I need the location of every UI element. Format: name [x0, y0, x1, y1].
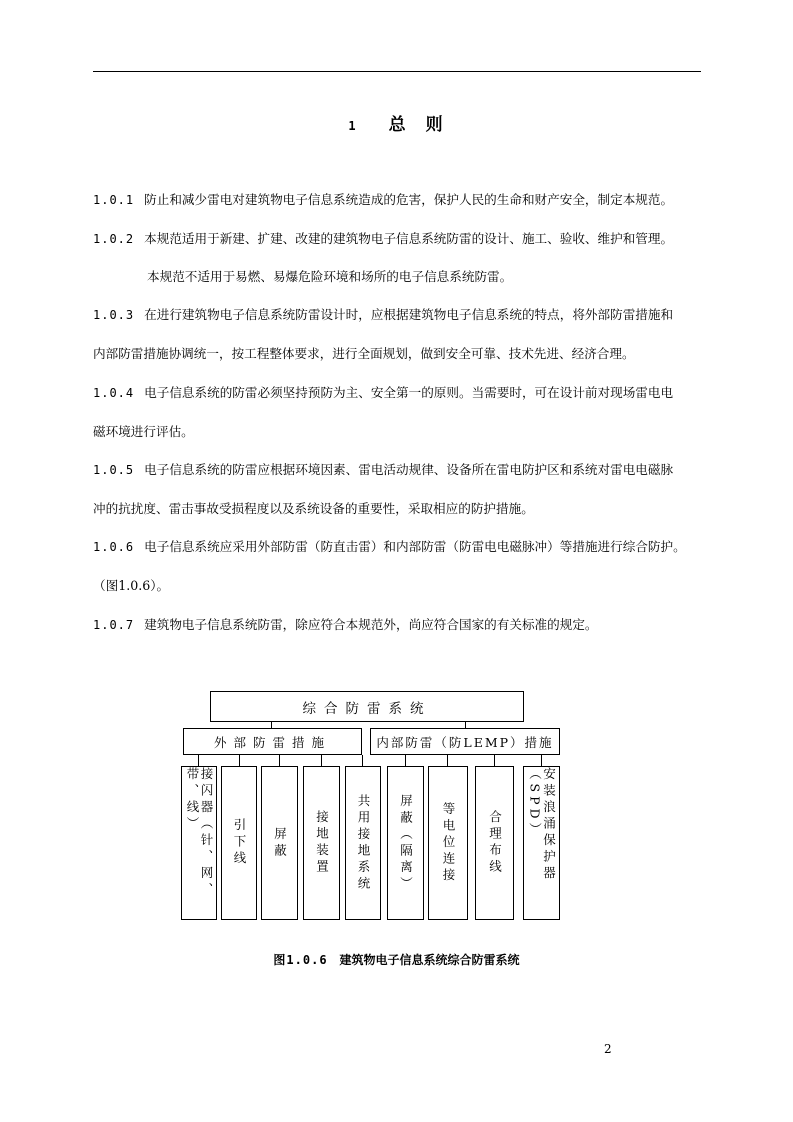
paragraph-1-0-5: [93, 462, 703, 478]
clause-number: 1.0.3: [93, 308, 135, 322]
internal-measures-label: 内部防雷（防LEMP）措施: [376, 734, 554, 750]
connector-line: [198, 755, 199, 766]
external-measures-box: [183, 728, 362, 755]
comprehensive-protection-box: [210, 691, 524, 722]
comprehensive-protection-label: 综合防雷系统: [302, 700, 432, 717]
clause-text: 建筑物电子信息系统防雷，除应符合本规范外，尚应符合国家的有关标准的规定。: [144, 617, 598, 632]
paragraph-1-0-5-line-2: [93, 501, 703, 517]
paragraph-1-0-6-line-2: [93, 578, 703, 594]
external-shielding-box: [261, 766, 298, 920]
clause-number: 1.0.2: [93, 232, 135, 246]
clause-number: 1.0.5: [93, 463, 135, 477]
clause-text: 磁环境进行评估。: [93, 424, 194, 439]
clause-text: 电子信息系统的防雷应根据环境因素、雷电活动规律、设备所在雷电防护区和系统对雷电电磁脉: [144, 462, 674, 477]
paragraph-1-0-4: [93, 385, 703, 401]
wiring-box: [475, 766, 514, 920]
clause-text: （图1.0.6）。: [93, 578, 170, 593]
figure-title: 建筑物电子信息系统综合防雷系统: [339, 953, 520, 967]
clause-text: 本规范不适用于易燃、易爆危险环境和场所的电子信息系统防雷。: [147, 269, 513, 284]
connector-line: [239, 755, 240, 766]
figure-caption: [0, 951, 793, 968]
air-terminal-box: [181, 766, 217, 920]
clause-number: 1.0.4: [93, 386, 135, 400]
item-label: 合理布线: [487, 810, 503, 876]
clause-text: 电子信息系统的防雷必须坚持预防为主、安全第一的原则。当需要时，可在设计前对现场雷电电: [144, 385, 674, 400]
clause-text: 冲的抗扰度、雷击事故受损程度以及系统设备的重要性，采取相应的防护措施。: [93, 501, 534, 516]
clause-text: 本规范适用于新建、扩建、改建的建筑物电子信息系统防雷的设计、施工、验收、维护和管理。: [144, 231, 674, 246]
clause-text: 内部防雷措施协调统一，按工程整体要求，进行全面规划，做到安全可靠、技术先进、经济合理。: [93, 346, 635, 361]
down-conductor-box: [221, 766, 257, 920]
chapter-title-char-1: 总: [388, 115, 408, 135]
connector-line: [279, 755, 280, 766]
paragraph-1-0-2: [93, 231, 703, 247]
item-label: 屏蔽（隔离）: [398, 793, 414, 893]
item-label: 共用接地系统: [356, 793, 371, 893]
paragraph-1-0-3-line-2: [93, 346, 703, 362]
connector-line: [447, 755, 448, 766]
connector-line: [494, 755, 495, 766]
connector-line: [541, 755, 542, 766]
item-label: 接闪器（针、网、带、线）: [185, 767, 214, 899]
paragraph-1-0-6: [93, 539, 703, 555]
connector-line: [362, 755, 363, 766]
clause-number: 1.0.6: [93, 540, 135, 554]
external-measures-label: 外部防雷措施: [213, 734, 331, 750]
common-earthing-box: [345, 766, 381, 920]
page-number: 2: [604, 1042, 612, 1056]
paragraph-1-0-4-line-2: [93, 424, 703, 440]
header-rule: [93, 71, 701, 72]
chapter-title-char-2: 则: [425, 115, 445, 135]
item-label: 安装浪涌保护器（SPD）: [527, 767, 557, 883]
paragraph-1-0-1: [93, 192, 703, 208]
internal-measures-box: [370, 728, 560, 755]
clause-text: 在进行建筑物电子信息系统防雷设计时，应根据建筑物电子信息系统的特点，将外部防雷措施和: [144, 307, 674, 322]
clause-text: 电子信息系统应采用外部防雷（防直击雷）和内部防雷（防雷电电磁脉冲）等措施进行综合防护。: [144, 539, 686, 554]
paragraph-1-0-7: [93, 617, 703, 633]
chapter-title: [0, 110, 793, 135]
item-label: 接地装置: [314, 810, 330, 876]
item-label: 引下线: [232, 818, 247, 868]
earthing-device-box: [303, 766, 340, 920]
connector-line: [321, 755, 322, 766]
spd-box: [523, 766, 560, 920]
item-label: 等电位连接: [441, 801, 456, 885]
equipotential-bonding-box: [428, 766, 468, 920]
paragraph-1-0-2-continued: [147, 269, 757, 285]
paragraph-1-0-3: [93, 307, 703, 323]
internal-shielding-box: [387, 766, 424, 920]
clause-number: 1.0.7: [93, 618, 135, 632]
item-label: 屏蔽: [272, 826, 288, 860]
figure-number: 图1.0.6: [273, 953, 328, 967]
connector-line: [405, 755, 406, 766]
clause-number: 1.0.1: [93, 193, 135, 207]
chapter-number: 1: [348, 119, 357, 133]
clause-text: 防止和减少雷电对建筑物电子信息系统造成的危害，保护人民的生命和财产安全，制定本规范。: [144, 192, 674, 207]
